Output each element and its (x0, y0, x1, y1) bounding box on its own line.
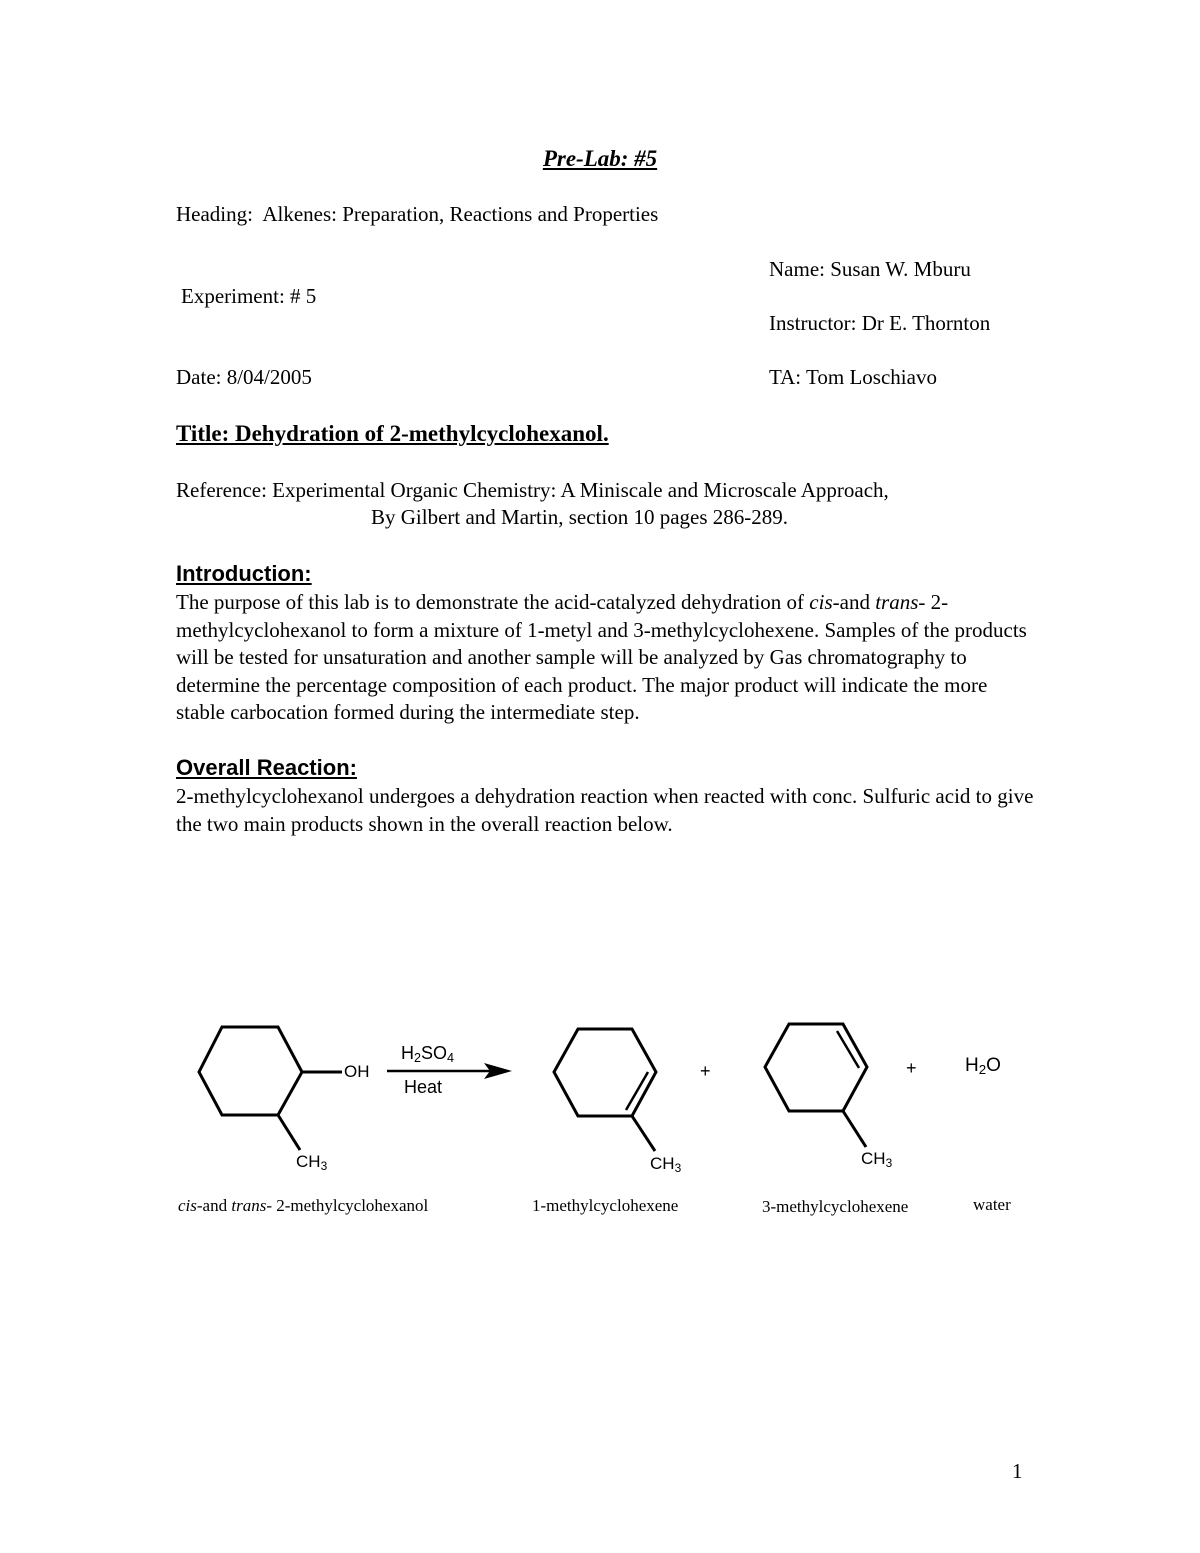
heading-label: Heading: (176, 202, 253, 226)
oh-label: OH (344, 1062, 370, 1081)
water-formula: $H_2O$ (965, 1055, 1001, 1077)
page-title: Pre-Lab: #5 (542, 146, 658, 171)
reagent-h2so4: $H_2SO_4$ (401, 1043, 455, 1065)
reference-line-2: By Gilbert and Martin, section 10 pages 286-289. (371, 505, 789, 529)
cis-term: cis (809, 590, 833, 614)
introduction-paragraph: The purpose of this lab is to demonstrate the acid-catalyzed dehydration of cis-and trans- 2-methylcyclohexanol to form a mixture of 1-metyl and 3-methylcyclohexene. Samples of the products will be tested for unsaturation and another sample will be analyzed by Gas chromatography to determine the percentage composition of each product. The major product will indicate the more stable carbocation formed during the intermediate step. (176, 590, 1027, 724)
experiment-number: Experiment: # 5 (181, 284, 317, 308)
ch3-label-product1: $CH_3$ (650, 1154, 682, 1175)
plus-sign-1: + (700, 1061, 711, 1081)
water-label: water (973, 1195, 1011, 1214)
product1-ring (554, 1029, 656, 1116)
reactant-methyl-bond (278, 1115, 300, 1150)
experiment-title: Title: Dehydration of 2-methylcyclohexanol. (176, 421, 609, 446)
heading-value: Alkenes: Preparation, Reactions and Properties (262, 202, 659, 226)
ta-name: TA: Tom Loschiavo (769, 365, 937, 389)
product2-methyl-bond (843, 1111, 866, 1147)
reference-line-1: Reference: Experimental Organic Chemistry: A Miniscale and Microscale Approach, (176, 478, 889, 502)
product1-methyl-bond (632, 1116, 655, 1151)
reactant-ring (199, 1027, 302, 1115)
plus-sign-2: + (906, 1058, 917, 1078)
ch3-label-reactant: $CH_3$ (296, 1152, 328, 1173)
ch3-label-product2: $CH_3$ (861, 1149, 893, 1170)
instructor-name: Instructor: Dr E. Thornton (769, 311, 991, 335)
date: Date: 8/04/2005 (176, 365, 312, 389)
overall-reaction-heading: Overall Reaction: (176, 755, 357, 780)
product2-label: 3-methylcyclohexene (762, 1197, 909, 1216)
introduction-heading: Introduction: (176, 561, 312, 586)
product2-ring (765, 1024, 867, 1111)
trans-term: trans (875, 590, 919, 614)
student-name: Name: Susan W. Mburu (769, 257, 971, 281)
reaction-condition: Heat (404, 1077, 443, 1097)
overall-reaction-paragraph: 2-methylcyclohexanol undergoes a dehydration reaction when reacted with conc. Sulfuric acid to give the two main products shown in the overall reaction below. (176, 784, 1034, 836)
product1-label: 1-methylcyclohexene (532, 1196, 679, 1215)
reactant-label: cis-and trans- 2-methylcyclohexanol (178, 1196, 429, 1215)
page-number: 1 (1012, 1459, 1023, 1483)
